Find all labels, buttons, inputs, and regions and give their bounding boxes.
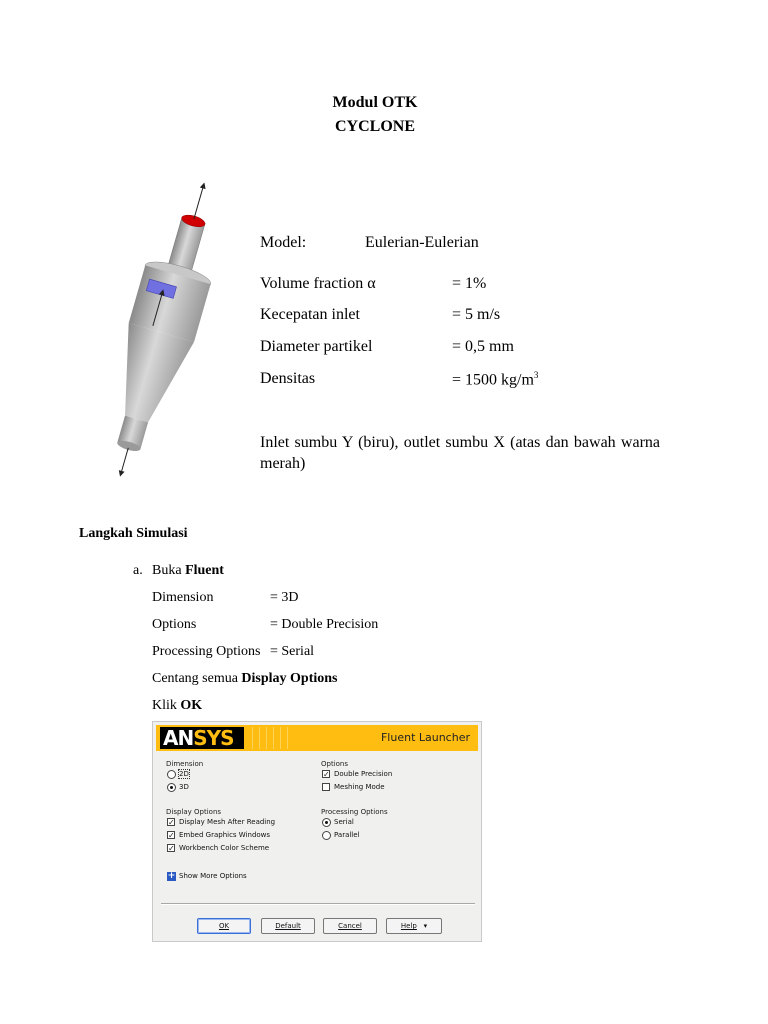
param-value: = 1500 $kg/m^3$ (452, 370, 539, 389)
cancel-button[interactable]: Cancel (323, 918, 377, 934)
step-row-value: = 3D (270, 590, 299, 605)
radio-selected-icon (167, 783, 176, 792)
step-row-name: Dimension (152, 590, 214, 605)
launcher-title: Fluent Launcher (380, 731, 470, 744)
model-value: Eulerian-Eulerian (365, 234, 479, 251)
serial-radio[interactable]: Serial (321, 816, 471, 829)
param-name: Diameter partikel (260, 338, 373, 355)
param-value: = 5 m/s (452, 306, 501, 323)
step-marker: a. (133, 563, 143, 578)
ansys-logo: ANSYS (160, 727, 244, 749)
options-label: Options (321, 760, 349, 768)
inlet-outlet-note: Inlet sumbu Y (biru), outlet sumbu X (atas dan bawah warna merah) (260, 434, 660, 472)
step-row-name: Options (152, 617, 197, 632)
param-name: Densitas (260, 370, 316, 387)
dimension-group (166, 760, 306, 794)
display-options-label: Display Options (166, 808, 222, 816)
cyclone-illustration (90, 180, 230, 480)
dialog-separator (161, 903, 475, 905)
default-button[interactable]: Default (261, 918, 315, 934)
embed-graphics-checkbox[interactable]: ✓ Embed Graphics Windows (166, 829, 316, 842)
param-value: = 0,5 mm (452, 338, 514, 355)
dim-3d-radio[interactable]: 3D (166, 781, 306, 794)
meshing-mode-checkbox[interactable]: Meshing Mode (321, 781, 471, 794)
document-title: Modul OTK (332, 94, 418, 111)
radio-selected-icon (322, 818, 331, 827)
header-stripes (246, 727, 294, 749)
param-value: = 1% (452, 275, 487, 292)
launcher-header (156, 725, 478, 751)
workbench-color-checkbox[interactable]: ✓ Workbench Color Scheme (166, 842, 316, 855)
checkbox-checked-icon (322, 770, 330, 778)
show-more-options[interactable]: + Show More Options (167, 871, 247, 881)
step-row-value: = Double Precision (270, 617, 379, 632)
radio-icon (167, 770, 176, 779)
parallel-radio[interactable]: Parallel (321, 829, 471, 842)
display-mesh-checkbox[interactable]: ✓ Display Mesh After Reading (166, 816, 316, 829)
ok-button[interactable]: OK (197, 918, 251, 934)
dropdown-arrow-icon: ▾ (423, 922, 428, 930)
radio-icon (322, 831, 331, 840)
options-group (321, 760, 471, 794)
dim-2d-radio[interactable]: 2D (166, 768, 306, 781)
step-click: Klik OK (152, 698, 203, 713)
checkbox-icon (322, 783, 330, 791)
processing-options-group (321, 808, 471, 842)
param-name: Kecepatan inlet (260, 306, 360, 323)
step-open: Buka Fluent (152, 563, 224, 578)
step-check: Centang semua Display Options (152, 671, 338, 686)
model-label: Model: (260, 234, 307, 251)
section-title: Langkah Simulasi (79, 526, 188, 541)
expand-plus-icon: + (167, 871, 176, 881)
fluent-launcher-dialog (152, 721, 482, 942)
help-button[interactable]: Help ▾ (386, 918, 442, 934)
checkbox-checked-icon (167, 844, 175, 852)
checkbox-checked-icon (167, 831, 175, 839)
param-name: Volume fraction α (260, 275, 376, 292)
processing-options-label: Processing Options (321, 808, 388, 816)
double-precision-checkbox[interactable]: ✓ Double Precision (321, 768, 471, 781)
document-subtitle: CYCLONE (334, 118, 415, 135)
dimension-label: Dimension (166, 760, 204, 768)
display-options-group (166, 808, 316, 855)
step-row-name: Processing Options (152, 644, 261, 659)
step-row-value: = Serial (270, 644, 315, 659)
checkbox-checked-icon (167, 818, 175, 826)
